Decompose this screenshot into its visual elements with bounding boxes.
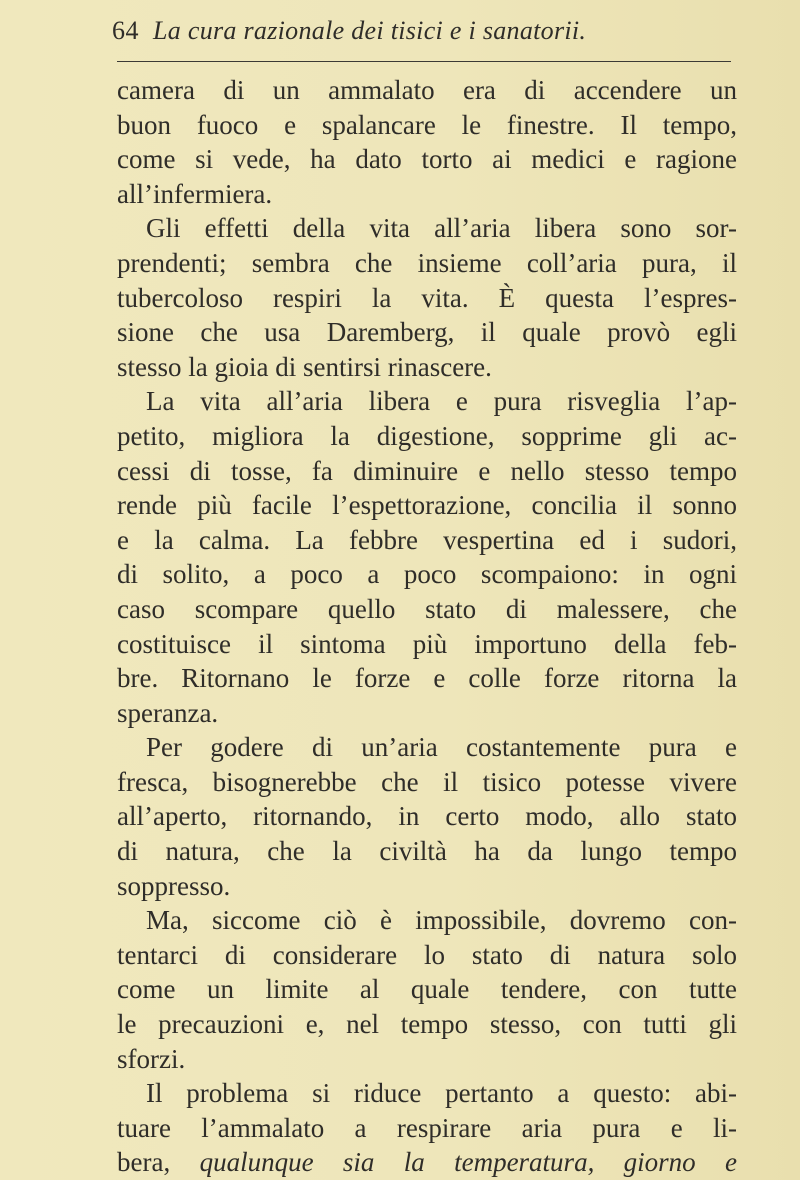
text-line: speranza. (117, 697, 219, 728)
header-rule (117, 61, 731, 62)
text-line: Il problema si riduce pertanto a questo: abi- (146, 1078, 737, 1109)
running-title: La cura razionale dei tisici e i sanatorii. (153, 16, 587, 45)
text-line: come un limite al quale tendere, con tutte (117, 974, 737, 1005)
page-number: 64 (112, 16, 139, 45)
text-line: all’infermiera. (117, 178, 273, 209)
text-line: buon fuoco e spalancare le finestre. Il tempo, (117, 109, 737, 140)
text-line: rende più facile l’espettorazione, concilia il sonno (117, 490, 737, 521)
text-line: soppresso. (117, 870, 231, 901)
text-line: le precauzioni e, nel tempo stesso, con tutti gli (117, 1009, 737, 1040)
text-line: caso scompare quello stato di malessere, che (117, 593, 737, 624)
text-line: prendenti; sembra che insieme coll’aria pura, il (117, 247, 737, 278)
text-line: all’aperto, ritornando, in certo modo, allo stato (117, 801, 737, 832)
text-line: Gli effetti della vita all’aria libera sono sor- (146, 213, 737, 244)
text-line: fresca, bisognerebbe che il tisico potesse vivere (117, 766, 737, 797)
text-line (117, 1145, 737, 1180)
text-line: sforzi. (117, 1043, 186, 1074)
final-line-italic: qualunque sia la temperatura, giorno e (199, 1147, 737, 1178)
text-line: e la calma. La febbre vespertina ed i sudori, (117, 524, 737, 555)
text-line: stesso la gioia di sentirsi rinascere. (117, 351, 492, 382)
text-line: Per godere di un’aria costantemente pura e (146, 732, 737, 763)
text-line: tubercoloso respiri la vita. È questa l’espres- (117, 282, 737, 313)
body-text (117, 73, 737, 1180)
text-line: cessi di tosse, fa diminuire e nello stesso tempo (117, 455, 737, 486)
running-head (112, 16, 712, 46)
text-line: La vita all’aria libera e pura risveglia l’ap- (146, 386, 737, 417)
text-line: tentarci di considerare lo stato di natura solo (117, 939, 737, 970)
text-line: camera di un ammalato era di accendere un (117, 75, 737, 105)
text-line: di natura, che la civiltà ha da lungo tempo (117, 836, 737, 867)
text-line: bre. Ritornano le forze e colle forze ritorna la (117, 663, 737, 694)
text-line: Ma, siccome ciò è impossibile, dovremo con- (146, 905, 737, 936)
text-line: di solito, a poco a poco scompaiono: in ogni (117, 559, 737, 590)
text-line: costituisce il sintoma più importuno della feb- (117, 628, 737, 659)
text-line: come si vede, ha dato torto ai medici e ragione (117, 144, 737, 175)
final-line-roman: bera, (117, 1147, 171, 1178)
text-line: sione che usa Daremberg, il quale provò egli (117, 317, 737, 348)
text-line: tuare l’ammalato a respirare aria pura e li- (117, 1112, 737, 1143)
text-line: petito, migliora la digestione, sopprime gli ac- (117, 420, 737, 451)
